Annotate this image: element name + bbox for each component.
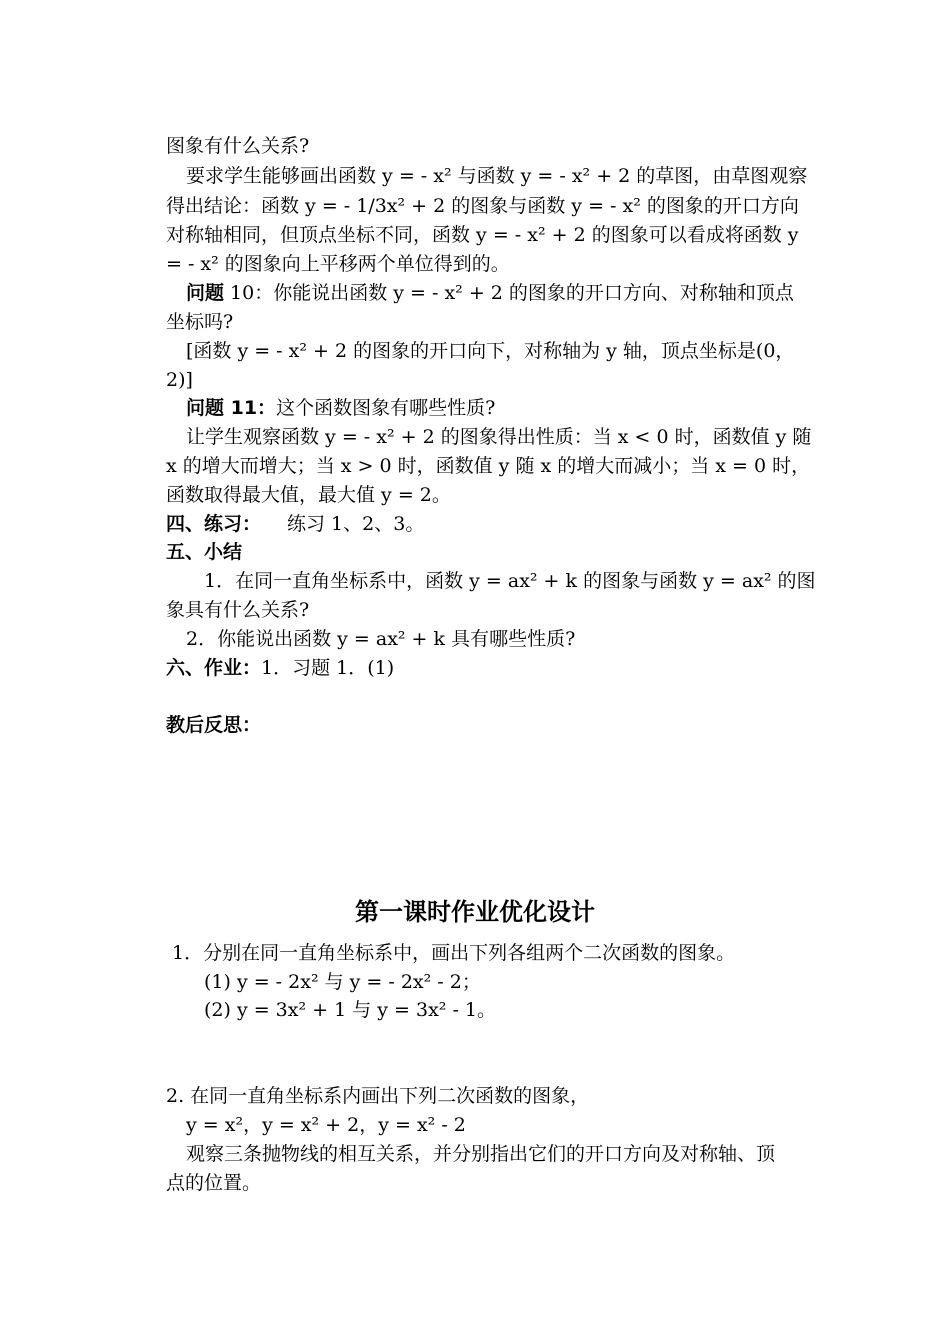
answer-line: 2)] xyxy=(166,369,193,391)
exercise-text: 观察三条抛物线的相互关系，并分别指出它们的开口方向及对称轴、顶 xyxy=(186,1143,776,1165)
exercise-text: 点的位置。 xyxy=(166,1172,262,1194)
question-text: 10：你能说出函数 y = - x² + 2 的图象的开口方向、对称轴和顶点 xyxy=(224,282,794,304)
text-line: 得出结论：函数 y = - 1/3x² + 2 的图象与函数 y = - x² 的图象的开口方向 xyxy=(166,195,799,217)
text-line: = - x² 的图象向上平移两个单位得到的。 xyxy=(166,253,510,275)
exercise-functions: y = x²，y = x² + 2，y = x² - 2 xyxy=(186,1114,466,1136)
text-line: 图象有什么关系? xyxy=(166,135,310,157)
section-heading: 五、小结 xyxy=(166,541,243,563)
question-11 xyxy=(186,396,495,420)
section-text: 1．习题 1．(1) xyxy=(261,657,395,679)
text-line: 对称轴相同，但顶点坐标不同，函数 y = - x² + 2 的图象可以看成将函数 y xyxy=(166,224,799,246)
section-heading: 教后反思： xyxy=(166,714,262,736)
text-line: 让学生观察函数 y = - x² + 2 的图象得出性质：当 x < 0 时，函数值 y 随 xyxy=(186,426,812,448)
summary-item: 2．你能说出函数 y = ax² + k 具有哪些性质? xyxy=(186,628,576,650)
exercise-item: 1．分别在同一直角坐标系中，画出下列各组两个二次函数的图象。 xyxy=(172,942,736,964)
text-line: 要求学生能够画出函数 y = - x² 与函数 y = - x² + 2 的草图，由草图观察 xyxy=(186,165,808,187)
text-line: 坐标吗? xyxy=(166,311,234,333)
section-heading: 四、练习： xyxy=(166,513,262,535)
section-heading: 六、作业： xyxy=(166,657,262,679)
summary-item: 象具有什么关系? xyxy=(166,599,310,621)
answer-line: [函数 y = - x² + 2 的图象的开口向下，对称轴为 y 轴，顶点坐标是(0， xyxy=(186,340,795,362)
homework-section xyxy=(166,656,394,680)
exercise-item: 2. 在同一直角坐标系内画出下列二次函数的图象， xyxy=(166,1085,590,1107)
practice-section xyxy=(166,512,424,536)
question-10 xyxy=(186,281,794,305)
page-title: 第一课时作业优化设计 xyxy=(355,898,595,926)
summary-item: 1．在同一直角坐标系中，函数 y = ax² + k 的图象与函数 y = ax² 的图 xyxy=(204,570,816,592)
exercise-subitem: (2) y = 3x² + 1 与 y = 3x² - 1。 xyxy=(204,999,497,1021)
exercise-subitem: (1) y = - 2x² 与 y = - 2x² - 2； xyxy=(204,971,481,993)
text-line: 函数取得最大值，最大值 y = 2。 xyxy=(166,484,451,506)
section-text: 练习 1、2、3。 xyxy=(287,513,425,535)
question-text: 这个函数图象有哪些性质? xyxy=(276,397,496,419)
text-line: x 的增大而增大；当 x > 0 时，函数值 y 随 x 的增大而减小；当 x = 0 时， xyxy=(166,455,811,477)
question-label: 问题 xyxy=(186,282,225,304)
question-label: 问题 11： xyxy=(186,397,277,419)
